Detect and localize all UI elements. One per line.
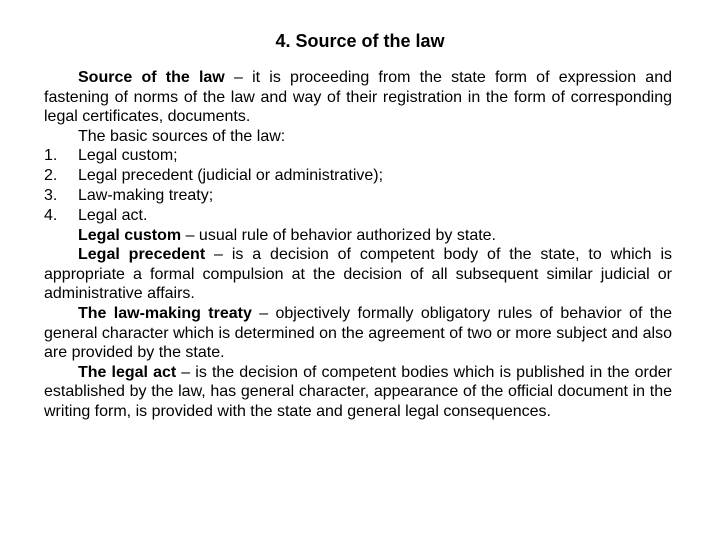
- intro-text: – it is proceeding from the state form of expression and fastening of norms of the law and way of their registration in the form of corresponding legal certificates, documents.: [44, 69, 673, 126]
- list-item: [44, 166, 672, 186]
- intro-term: Source of the law: [78, 69, 225, 86]
- list-item-label: Legal act.: [78, 206, 148, 224]
- list-item: [44, 146, 672, 166]
- list-item-number: 4.: [44, 206, 58, 224]
- sources-heading: The basic sources of the law:: [78, 127, 286, 145]
- definition-paragraph: [44, 226, 672, 246]
- definition-paragraph: [44, 363, 672, 422]
- list-item-number: 2.: [44, 167, 58, 185]
- document-slide: [44, 30, 672, 422]
- definition-term: The legal act: [78, 363, 177, 381]
- list-item-label: Law-making treaty;: [78, 186, 214, 204]
- list-item-number: 3.: [44, 186, 58, 204]
- list-item: [44, 186, 672, 206]
- definition-term: Legal precedent: [78, 246, 206, 264]
- definition-text: – objectively formally obligatory rules of behavior of the general character which is determined on the agreement of two or more subject and also are provided by the state.: [44, 304, 672, 362]
- list-item: [44, 206, 672, 226]
- definition-text: – is the decision of competent bodies which is published in the order established by the law, has general character, appearance of the official document in the writing form, is provided with the state and general legal consequences.: [44, 363, 672, 420]
- list-item-number: 1.: [44, 147, 58, 165]
- definition-text: – usual rule of behavior authorized by state.: [181, 226, 496, 244]
- definition-text: – is a decision of competent body of the state, to which is appropriate a formal compulsion at the decision of all subsequent similar judicial or administrative affairs.: [44, 246, 673, 303]
- definition-term: Legal custom: [78, 226, 182, 244]
- definition-term: The law-making treaty: [78, 304, 252, 322]
- list-item-label: Legal precedent (judicial or administrative);: [78, 167, 384, 185]
- list-item-label: Legal custom;: [78, 147, 178, 165]
- intro-paragraph: [44, 68, 672, 127]
- sources-list: [44, 146, 672, 225]
- definition-paragraph: [44, 245, 672, 304]
- page-title: 4. Source of the law: [275, 31, 445, 51]
- definition-paragraph: [44, 304, 672, 363]
